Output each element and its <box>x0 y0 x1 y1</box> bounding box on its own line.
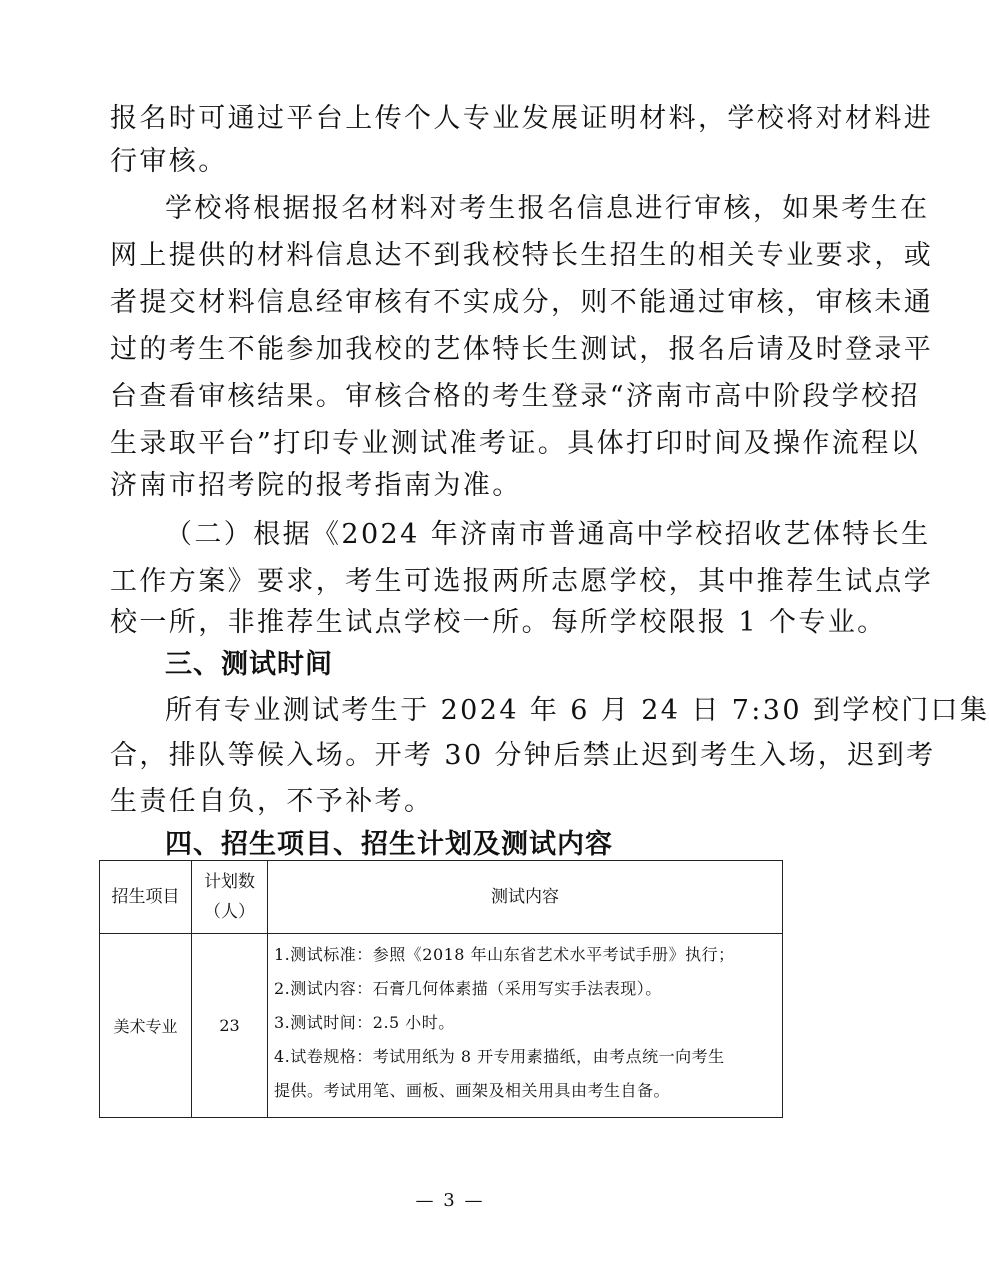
page-number: — 3 — <box>415 1190 485 1211</box>
header-plan <box>192 861 268 934</box>
paragraph-2-line-4: 过的考生不能参加我校的艺体特长生测试，报名后请及时登录平 <box>110 334 934 365</box>
cell-content <box>268 934 783 1118</box>
cell-plan: 23 <box>192 934 268 1118</box>
paragraph-4-line-1: 所有专业测试考生于 2024 年 6 月 24 日 7:30 到学校门口集 <box>165 695 989 726</box>
content-line-5: 提供。考试用笔、画板、画架及相关用具由考生自备。 <box>274 1081 671 1100</box>
paragraph-1-line-1: 报名时可通过平台上传个人专业发展证明材料，学校将对材料进 <box>110 103 934 134</box>
content-line-4: 4.试卷规格：考试用纸为 8 开专用素描纸，由考点统一向考生 <box>274 1047 725 1066</box>
paragraph-2-line-2: 网上提供的材料信息达不到我校特长生招生的相关专业要求，或 <box>110 240 934 271</box>
paragraph-2-line-7: 济南市招考院的报考指南为准。 <box>110 470 522 501</box>
paragraph-3-line-1: （二）根据《2024 年济南市普通高中学校招收艺体特长生 <box>165 519 931 550</box>
content-line-2: 2.测试内容：石膏几何体素描（采用写实手法表现）。 <box>274 979 662 998</box>
header-plan-line-2: （人） <box>204 902 255 922</box>
table-row <box>100 934 783 1118</box>
table-header-row <box>100 861 783 934</box>
paragraph-2-line-5: 台查看审核结果。审核合格的考生登录“济南市高中阶段学校招 <box>110 381 921 412</box>
cell-project: 美术专业 <box>100 934 192 1118</box>
enrollment-plan-table <box>99 860 783 1118</box>
paragraph-1-line-2: 行审核。 <box>110 146 228 177</box>
paragraph-3-line-2: 工作方案》要求，考生可选报两所志愿学校，其中推荐生试点学 <box>110 566 934 597</box>
header-project: 招生项目 <box>100 861 192 934</box>
content-line-3: 3.测试时间：2.5 小时。 <box>274 1013 455 1032</box>
section-4-title: 四、招生项目、招生计划及测试内容 <box>165 829 613 860</box>
header-content: 测试内容 <box>268 861 783 934</box>
paragraph-2-line-1: 学校将根据报名材料对考生报名信息进行审核，如果考生在 <box>165 193 930 224</box>
paragraph-2-line-6: 生录取平台”打印专业测试准考证。具体打印时间及操作流程以 <box>110 428 921 459</box>
header-plan-line-1: 计划数 <box>204 872 255 892</box>
paragraph-4-line-2: 合，排队等候入场。开考 30 分钟后禁止迟到考生入场，迟到考 <box>110 740 936 771</box>
paragraph-2-line-3: 者提交材料信息经审核有不实成分，则不能通过审核，审核未通 <box>110 287 934 318</box>
section-3-title: 三、测试时间 <box>165 649 333 680</box>
content-line-1: 1.测试标准：参照《2018 年山东省艺术水平考试手册》执行； <box>274 945 735 964</box>
paragraph-4-line-3: 生责任自负，不予补考。 <box>110 786 434 817</box>
paragraph-3-line-3: 校一所，非推荐生试点学校一所。每所学校限报 1 个专业。 <box>110 607 887 638</box>
